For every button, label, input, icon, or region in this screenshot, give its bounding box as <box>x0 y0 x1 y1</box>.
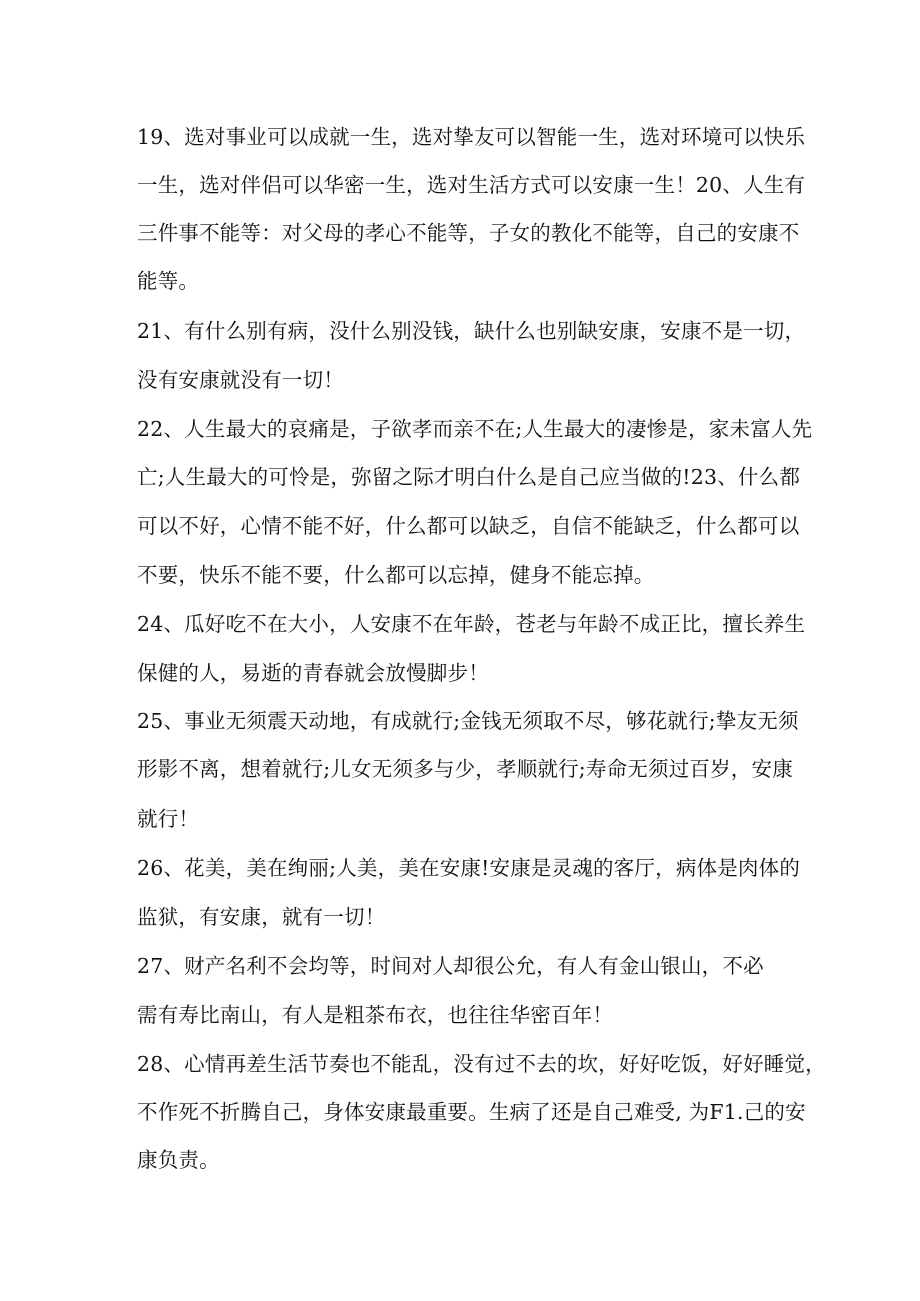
text-line: 可以不好，心情不能不好，什么都可以缺乏，自信不能缺乏，什么都可以 <box>137 514 800 538</box>
text-line: 一生，选对伴侣可以华密一生，选对生活方式可以安康一生！20、人生有 <box>137 173 806 197</box>
text-line: 形影不离，想着就行;儿女无须多与少，孝顺就行;寿命无须过百岁，安康 <box>137 757 793 781</box>
text-line: 需有寿比南山，有人是粗茶布衣，也往往华密百年！ <box>137 1003 614 1027</box>
text-line: 26、花美，美在绚丽;人美，美在安康!安康是灵魂的客厅，病体是肉体的 <box>137 856 801 880</box>
text-line: 25、事业无须震天动地，有成就行;金钱无须取不尽，够花就行;挚友无须 <box>137 709 799 733</box>
text-line: 能等。 <box>137 269 200 293</box>
text-line: 28、心情再差生活节奏也不能乱，没有过不去的坎，好好吃饭，好好睡觉， <box>137 1052 826 1076</box>
text-line: 21、有什么别有病，没什么别没钱，缺什么也别缺安康，安康不是一切， <box>137 319 806 343</box>
text-line: 22、人生最大的哀痛是，子欲孝而亲不在;人生最大的凄惨是，家未富人先 <box>137 417 813 441</box>
text-line: 不作死不折腾自己，身体安康最重要。生病了还是自己难受, 为F1.己的安 <box>137 1100 806 1124</box>
text-line: 27、财产名利不会均等，时间对人却很公允，有人有金山银山，不必 <box>137 954 764 978</box>
text-line: 三件事不能等：对父母的孝心不能等，子女的教化不能等，自己的安康不 <box>137 221 800 245</box>
text-line: 19、选对事业可以成就一生，选对挚友可以智能一生，选对环境可以快乐 <box>137 125 806 149</box>
text-line: 亡;人生最大的可怜是，弥留之际才明白什么是自己应当做的!23、什么都 <box>137 465 801 489</box>
text-line: 24、瓜好吃不在大小，人安康不在年龄，苍老与年龄不成正比，擅长养生 <box>137 612 806 636</box>
text-line: 不要，快乐不能不要，什么都可以忘掉，健身不能忘掉。 <box>137 563 655 587</box>
text-line: 就行！ <box>137 807 200 831</box>
text-line: 监狱，有安康，就有一切！ <box>137 905 386 929</box>
text-line: 康负责。 <box>137 1148 220 1172</box>
text-line: 没有安康就没有一切！ <box>137 368 344 392</box>
text-line: 保健的人，易逝的青春就会放慢脚步！ <box>137 661 489 685</box>
